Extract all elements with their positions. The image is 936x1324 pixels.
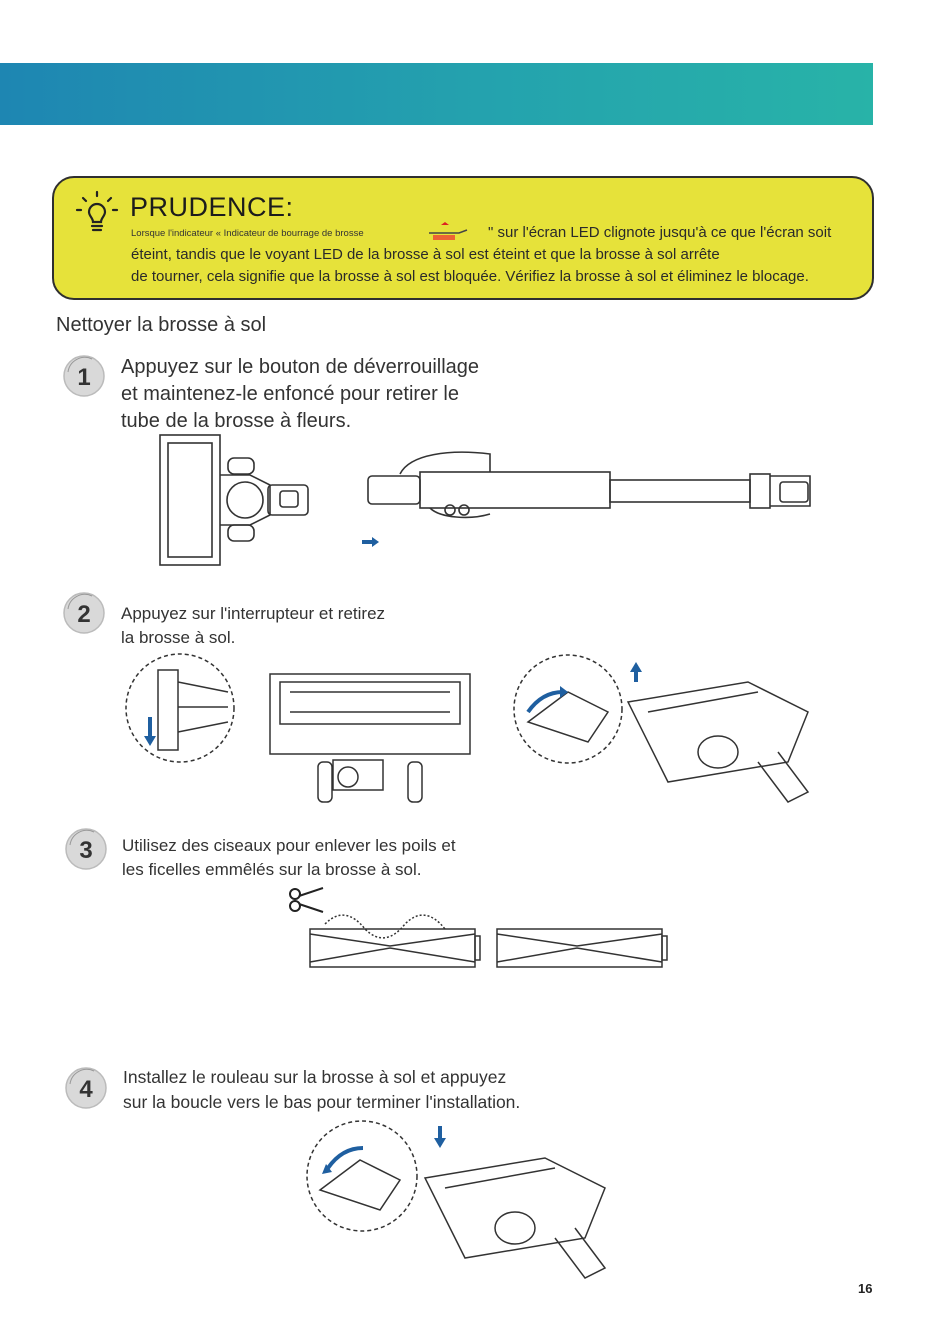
caution-text-small: Lorsque l'indicateur « Indicateur de bourrage de brosse	[131, 228, 364, 239]
step-4-number: 4	[79, 1076, 93, 1103]
step-1-number: 1	[77, 364, 91, 391]
step-3-number: 3	[79, 837, 93, 864]
step-1-line: Appuyez sur le bouton de déverrouillage	[121, 356, 480, 378]
lightbulb-icon	[75, 190, 125, 240]
step-2-line: la brosse à sol.	[121, 628, 236, 647]
step-1-text	[121, 354, 479, 435]
step-4-line: sur la boucle vers le bas pour terminer l'installation.	[123, 1092, 521, 1112]
step-4-text	[123, 1065, 520, 1115]
roller-cleaning-illustration	[285, 884, 680, 974]
step-2-number: 2	[77, 601, 91, 628]
step-3-text	[122, 834, 456, 882]
caution-title: PRUDENCE:	[130, 192, 294, 222]
page-number: 16	[858, 1281, 873, 1296]
step-3-badge	[64, 827, 108, 871]
step-3-line: Utilisez des ciseaux pour enlever les poils et	[122, 836, 456, 855]
step-4-badge	[64, 1066, 108, 1110]
step-2-badge	[62, 591, 106, 635]
section-title: Nettoyer la brosse à sol	[56, 314, 267, 336]
caution-text-line2: éteint, tandis que le voyant LED de la brosse à sol est éteint et que la brosse à sol arrête	[131, 246, 720, 263]
floor-brush-top-illustration	[150, 425, 320, 570]
step-1-line: et maintenez-le enfoncé pour retirer le	[121, 383, 459, 405]
header-band	[0, 63, 873, 125]
step-2-text	[121, 602, 385, 650]
tube-illustration	[360, 442, 830, 552]
step-1-line: tube de la brosse à fleurs.	[121, 410, 352, 432]
remove-brush-illustrations	[118, 652, 838, 820]
install-roller-illustration	[300, 1118, 630, 1288]
brush-jam-indicator-icon	[427, 221, 469, 243]
step-3-line: les ficelles emmêlés sur la brosse à sol.	[122, 860, 422, 879]
step-1-badge	[62, 354, 106, 398]
caution-text-line1: " sur l'écran LED clignote jusqu'à ce que l'écran soit	[488, 224, 832, 241]
caution-text-line3: de tourner, cela signifie que la brosse à sol est bloquée. Vérifiez la brosse à sol et éliminez le blocage.	[131, 268, 809, 285]
step-4-line: Installez le rouleau sur la brosse à sol et appuyez	[123, 1067, 507, 1087]
step-2-line: Appuyez sur l'interrupteur et retirez	[121, 604, 386, 623]
